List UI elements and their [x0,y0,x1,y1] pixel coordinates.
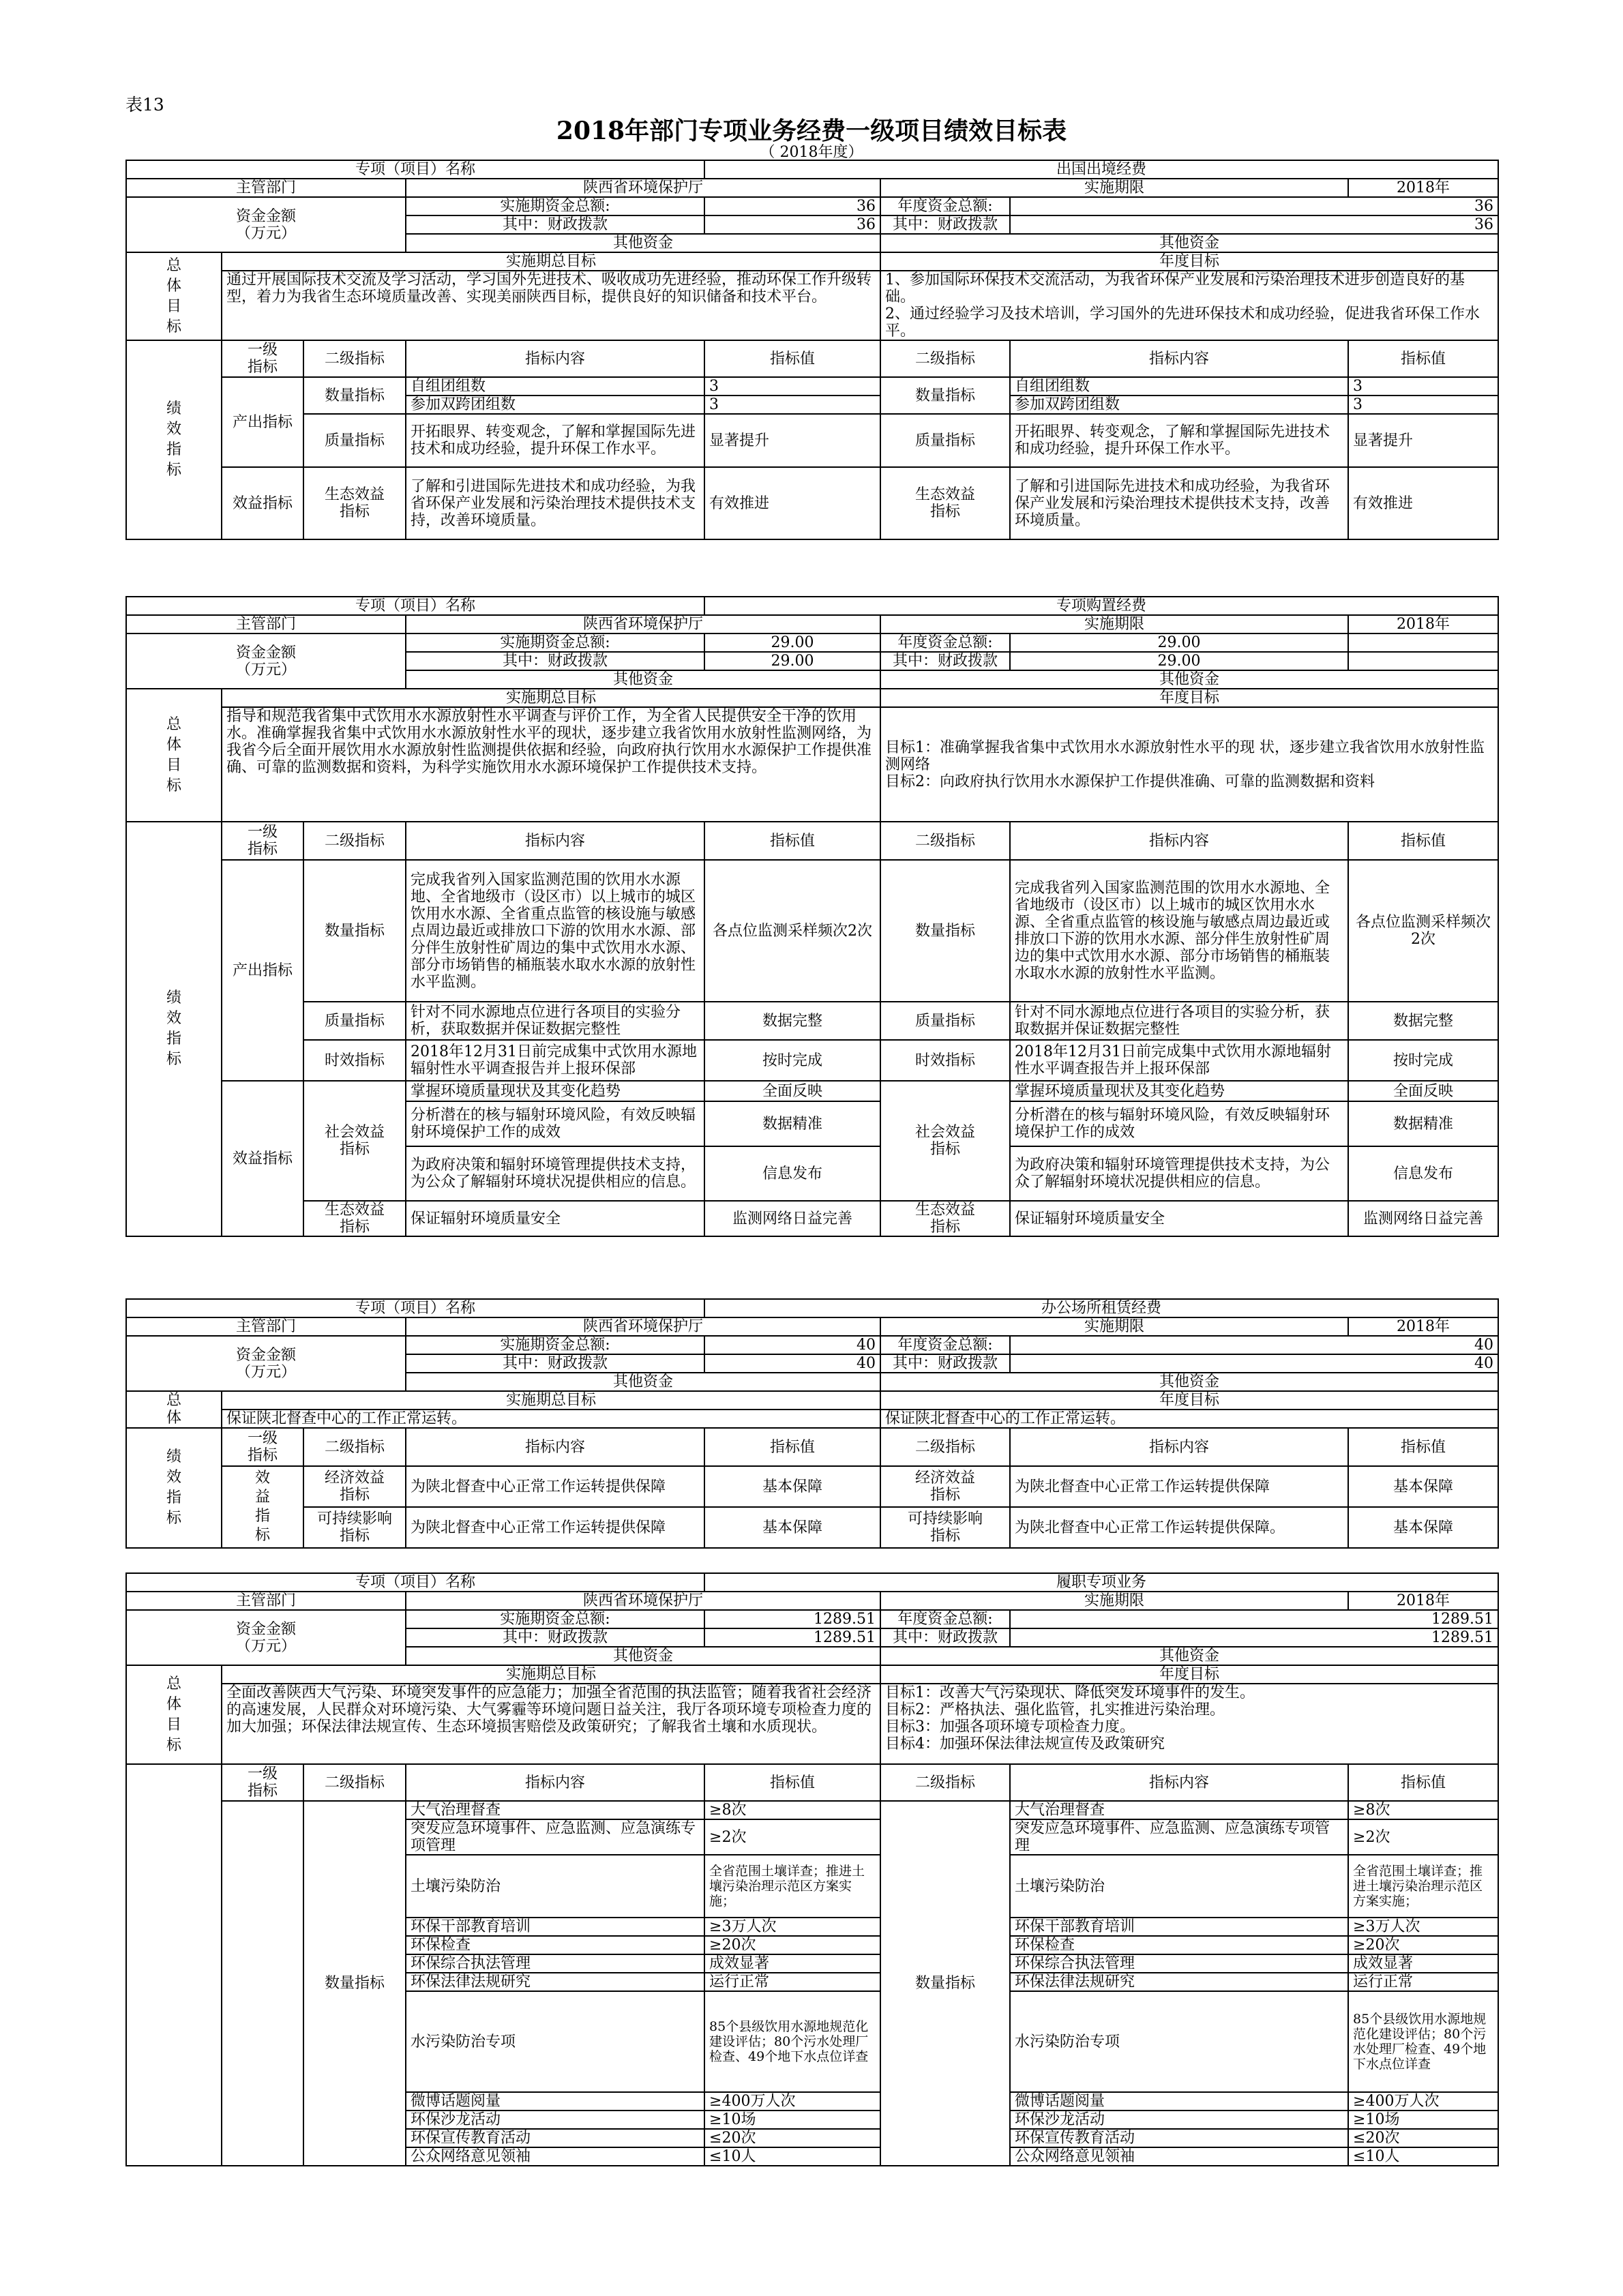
indicator-content: 参加双跨团组数 [406,396,704,414]
content-header: 指标内容 [406,822,704,860]
sustain-label: 可持续影响 指标 [303,1507,406,1548]
indicator-value: ≤20次 [704,2129,880,2147]
indicator-content-annual: 保证辐射环境质量安全 [1010,1201,1348,1236]
period-label: 实施期限 [880,179,1348,197]
indicator-content-annual: 水污染防治专项 [1010,1991,1348,2092]
period-label: 实施期限 [880,1592,1348,1610]
project-name-label: 专项（项目）名称 [126,160,704,179]
department-value: 陕西省环境保护厅 [406,615,880,633]
fiscal-period-value: 1289.51 [704,1628,880,1647]
period-value: 2018年 [1348,179,1498,197]
quality-indicator-label: 质量指标 [303,1002,406,1040]
total-period-value: 36 [704,197,880,215]
level1-header: 一级 指标 [222,822,303,860]
overall-goal-label: 总 体 目 标 [126,689,222,822]
fiscal-annual-value: 29.00 [1010,652,1348,670]
indicator-value-annual: 有效推进 [1348,467,1498,539]
level1-header: 一级 指标 [222,340,303,377]
department-value: 陕西省环境保护厅 [406,1592,880,1610]
value-header: 指标值 [704,1428,880,1466]
period-value: 2018年 [1348,1317,1498,1336]
indicator-value-annual: ≥2次 [1348,1819,1498,1855]
value-header: 指标值 [704,822,880,860]
indicator-value: 运行正常 [704,1973,880,1991]
performance-table-4 [125,1572,1499,2166]
indicator-value: 基本保障 [704,1466,880,1507]
level2-header-annual: 二级指标 [880,1428,1010,1466]
level1-empty [222,1801,303,2166]
annual-goal-text: 目标1：准确掌握我省集中式饮用水水源放射性水平的现 状，逐步建立我省饮用水放射性监测网络 目标2：向政府执行饮用水水源保护工作提供准确、可靠的监测数据和资料 [880,707,1498,822]
level1-header: 一级 指标 [222,1428,303,1466]
indicator-content-annual: 参加双跨团组数 [1010,396,1348,414]
indicator-value: ≥10场 [704,2111,880,2129]
fiscal-annual-label: 其中：财政拨款 [880,1628,1010,1647]
content-header: 指标内容 [406,340,704,377]
time-indicator-label-annual: 时效指标 [880,1040,1010,1081]
indicator-value: 各点位监测采样频次2次 [704,860,880,1002]
quantity-indicator-label-annual: 数量指标 [880,860,1010,1002]
indicator-content: 环保干部教育培训 [406,1918,704,1936]
quality-indicator-label-annual: 质量指标 [880,1002,1010,1040]
eco-benefit-label: 生态效益 指标 [303,1201,406,1236]
time-indicator-label: 时效指标 [303,1040,406,1081]
document-subtitle: （ 2018年度） [760,144,863,161]
annual-total-label: 年度资金总额: [880,1336,1010,1354]
other-funds-annual-label: 其他资金 [880,1647,1498,1665]
performance-table-2 [125,596,1499,1237]
social-benefit-label: 社会效益 指标 [303,1081,406,1201]
annual-total-label: 年度资金总额: [880,1610,1010,1628]
content-header-annual: 指标内容 [1010,1764,1348,1801]
indicator-content-annual: 环保检查 [1010,1936,1348,1954]
other-funds-annual-label: 其他资金 [880,670,1498,689]
fiscal-period-value: 29.00 [704,652,880,670]
indicator-content-annual: 分析潜在的核与辐射环境风险，有效反映辐射环境保护工作的成效 [1010,1101,1348,1146]
table-number: 表13 [125,95,164,115]
eco-benefit-label: 生态效益 指标 [303,467,406,539]
value-header: 指标值 [704,340,880,377]
content-header-annual: 指标内容 [1010,1428,1348,1466]
indicator-value-annual: ≥20次 [1348,1936,1498,1954]
benefit-indicator-label: 效 益 指 标 [222,1466,303,1548]
performance-label: 绩 效 指 标 [126,340,222,539]
level1-header: 一级 指标 [222,1764,303,1801]
annual-goal-text: 保证陕北督查中心的工作正常运转。 [880,1410,1498,1428]
value-header-annual: 指标值 [1348,340,1498,377]
content-header: 指标内容 [406,1428,704,1466]
annual-goal-label: 年度目标 [880,689,1498,707]
total-period-label: 实施期资金总额: [406,1610,704,1628]
indicator-content: 开拓眼界、转变观念，了解和掌握国际先进技术和成功经验，提升环保工作水平。 [406,414,704,467]
fiscal-label: 其中：财政拨款 [406,1628,704,1647]
funds-label: 资金金额 （万元） [126,633,406,689]
level2-header: 二级指标 [303,1764,406,1801]
period-label: 实施期限 [880,615,1348,633]
level2-header-annual: 二级指标 [880,340,1010,377]
indicator-value-annual: 各点位监测采样频次2次 [1348,860,1498,1002]
indicator-value-annual: ≤10人 [1348,2147,1498,2166]
quantity-indicator-label-annual: 数量指标 [880,1801,1010,2166]
project-name-label: 专项（项目）名称 [126,1573,704,1592]
value-header-annual: 指标值 [1348,1428,1498,1466]
indicator-content-annual: 环保宣传教育活动 [1010,2129,1348,2147]
indicator-value: 全面反映 [704,1081,880,1101]
total-period-label: 实施期资金总额: [406,633,704,652]
sustain-label-annual: 可持续影响 指标 [880,1507,1010,1548]
indicator-content-annual: 公众网络意见领袖 [1010,2147,1348,2166]
indicator-value: 显著提升 [704,414,880,467]
indicator-content-annual: 针对不同水源地点位进行各项目的实验分析，获取数据并保证数据完整性 [1010,1002,1348,1040]
period-goal-text: 通过开展国际技术交流及学习活动，学习国外先进技术、吸收成功先进经验，推动环保工作升级转型，着力为我省生态环境质量改善、实现美丽陕西目标，提供良好的知识储备和技术平台。 [222,271,880,340]
funds-label: 资金金额 （万元） [126,1336,406,1391]
value-header-annual: 指标值 [1348,1764,1498,1801]
indicator-content: 为政府决策和辐射环境管理提供技术支持，为公众了解辐射环境状况提供相应的信息。 [406,1146,704,1201]
indicator-value-annual: 基本保障 [1348,1466,1498,1507]
content-header: 指标内容 [406,1764,704,1801]
indicator-content-annual: 大气治理督查 [1010,1801,1348,1819]
indicator-value: ≤10人 [704,2147,880,2166]
annual-total-value: 36 [1010,197,1498,215]
performance-label-empty [126,1764,222,2166]
benefit-indicator-label: 效益指标 [222,467,303,539]
indicator-value-annual: 3 [1348,377,1498,396]
indicator-value: 数据精准 [704,1101,880,1146]
indicator-content: 了解和引进国际先进技术和成功经验，为我省环保产业发展和污染治理技术提供技术支持，改善环境质量。 [406,467,704,539]
annual-total-value: 40 [1010,1336,1498,1354]
overall-goal-label: 总 体 目 标 [126,1665,222,1764]
indicator-content-annual: 环保沙龙活动 [1010,2111,1348,2129]
indicator-content-annual: 为陕北督查中心正常工作运转提供保障 [1010,1466,1348,1507]
indicator-content-annual: 环保综合执法管理 [1010,1954,1348,1973]
indicator-value-annual: 成效显著 [1348,1954,1498,1973]
indicator-content: 2018年12月31日前完成集中式饮用水源地辐射性水平调查报告并上报环保部 [406,1040,704,1081]
department-label: 主管部门 [126,615,406,633]
value-header: 指标值 [704,1764,880,1801]
indicator-value-annual: 全省范围土壤详查；推进土壤污染治理示范区方案实施； [1348,1855,1498,1918]
department-label: 主管部门 [126,1592,406,1610]
period-goal-label: 实施期总目标 [222,689,880,707]
indicator-value-annual: 按时完成 [1348,1040,1498,1081]
department-value: 陕西省环境保护厅 [406,1317,880,1336]
indicator-content: 环保法律法规研究 [406,1973,704,1991]
period-value: 2018年 [1348,615,1498,633]
period-goal-label: 实施期总目标 [222,1665,880,1684]
indicator-value: 监测网络日益完善 [704,1201,880,1236]
indicator-value-annual: 显著提升 [1348,414,1498,467]
indicator-content: 针对不同水源地点位进行各项目的实验分析，获取数据并保证数据完整性 [406,1002,704,1040]
level2-header-annual: 二级指标 [880,822,1010,860]
other-funds-label: 其他资金 [406,670,880,689]
indicator-value-annual: ≥400万人次 [1348,2092,1498,2111]
period-goal-text: 全面改善陕西大气污染、环境突发事件的应急能力；加强全省范围的执法监管；随着我省社会经济的高速发展，人民群众对环境污染、大气雾霾等环境问题日益关注，我厅各项环境专项检查力度的加大加强；环保法律法规宣传、生态环境损害赔偿及政策研究；了解我省土壤和水质现状。 [222,1684,880,1764]
other-funds-annual-label: 其他资金 [880,1373,1498,1391]
fiscal-annual-label: 其中：财政拨款 [880,215,1010,234]
level2-header: 二级指标 [303,1428,406,1466]
indicator-content-annual: 开拓眼界、转变观念，了解和掌握国际先进技术和成功经验，提升环保工作水平。 [1010,414,1348,467]
indicator-content: 掌握环境质量现状及其变化趋势 [406,1081,704,1101]
other-funds-label: 其他资金 [406,234,880,252]
annual-goal-text: 1、参加国际环保技术交流活动，为我省环保产业发展和污染治理技术进步创造良好的基础。 2、通过经验学习及技术培训，学习国外的先进环保技术和成功经验，促进我省环保工作水平。 [880,271,1498,340]
project-name-label: 专项（项目）名称 [126,597,704,615]
project-name-value: 履职专项业务 [704,1573,1498,1592]
indicator-content: 自组团组数 [406,377,704,396]
annual-goal-label: 年度目标 [880,1391,1498,1410]
indicator-content: 完成我省列入国家监测范围的饮用水水源地、全省地级市（设区市）以上城市的城区饮用水水源、全省重点监管的核设施与敏感点周边最近或排放口下游的饮用水水源、部分伴生放射性矿周边的集中式饮用水水源、部分市场销售的桶瓶装水取水水源的放射性水平监测。 [406,860,704,1002]
total-period-value: 40 [704,1336,880,1354]
annual-goal-label: 年度目标 [880,252,1498,271]
performance-table-3 [125,1298,1499,1549]
fiscal-label: 其中：财政拨款 [406,1354,704,1373]
indicator-content: 环保沙龙活动 [406,2111,704,2129]
quantity-indicator-label-annual: 数量指标 [880,377,1010,414]
project-name-label: 专项（项目）名称 [126,1299,704,1317]
indicator-value: 成效显著 [704,1954,880,1973]
indicator-value: 有效推进 [704,467,880,539]
indicator-content-annual: 了解和引进国际先进技术和成功经验，为我省环保产业发展和污染治理技术提供技术支持，改善环境质量。 [1010,467,1348,539]
indicator-value: 按时完成 [704,1040,880,1081]
indicator-value: 全省范围土壤详查；推进土壤污染治理示范区方案实施； [704,1855,880,1918]
funds-label: 资金金额 （万元） [126,1610,406,1665]
annual-total-value: 1289.51 [1010,1610,1498,1628]
output-indicator-label: 产出指标 [222,377,303,467]
indicator-value-annual: 数据完整 [1348,1002,1498,1040]
department-label: 主管部门 [126,179,406,197]
indicator-value-annual: ≤20次 [1348,2129,1498,2147]
quantity-indicator-label: 数量指标 [303,377,406,414]
value-header-annual: 指标值 [1348,822,1498,860]
period-goal-label: 实施期总目标 [222,1391,880,1410]
indicator-content: 水污染防治专项 [406,1991,704,2092]
department-label: 主管部门 [126,1317,406,1336]
period-goal-text: 指导和规范我省集中式饮用水水源放射性水平调查与评价工作，为全省人民提供安全干净的饮用水。准确掌握我省集中式饮用水水源放射性水平的现状，逐步建立我省饮用水放射性监测网络，为我省今后全面开展饮用水水源放射性监测提供依据和经验，向政府执行饮用水水源保护工作提供准确、可靠的监测数据和资料，为科学实施饮用水水源环境保护工作提供技术支持。 [222,707,880,822]
fiscal-annual-value: 36 [1010,215,1498,234]
indicator-value-annual: 信息发布 [1348,1146,1498,1201]
indicator-value: ≥400万人次 [704,2092,880,2111]
period-goal-label: 实施期总目标 [222,252,880,271]
benefit-indicator-label: 效益指标 [222,1081,303,1236]
department-value: 陕西省环境保护厅 [406,179,880,197]
indicator-content-annual: 环保法律法规研究 [1010,1973,1348,1991]
indicator-content: 环保宣传教育活动 [406,2129,704,2147]
output-indicator-label: 产出指标 [222,860,303,1081]
annual-goal-label: 年度目标 [880,1665,1498,1684]
indicator-value: 3 [704,396,880,414]
indicator-content-annual: 2018年12月31日前完成集中式饮用水源地辐射性水平调查报告并上报环保部 [1010,1040,1348,1081]
indicator-value-annual: 运行正常 [1348,1973,1498,1991]
fiscal-period-value: 40 [704,1354,880,1373]
indicator-value: 信息发布 [704,1146,880,1201]
total-period-value: 29.00 [704,633,880,652]
other-funds-label: 其他资金 [406,1647,880,1665]
indicator-value: 85个县级饮用水源地规范化建设评估；80个污水处理厂检查、49个地下水点位详查 [704,1991,880,2092]
indicator-value: 3 [704,377,880,396]
indicator-content: 为陕北督查中心正常工作运转提供保障 [406,1507,704,1548]
project-name-value: 专项购置经费 [704,597,1498,615]
annual-total-label: 年度资金总额: [880,633,1010,652]
indicator-value: ≥3万人次 [704,1918,880,1936]
fiscal-period-value: 36 [704,215,880,234]
indicator-content-annual: 掌握环境质量现状及其变化趋势 [1010,1081,1348,1101]
indicator-content: 微博话题阅量 [406,2092,704,2111]
annual-total-label: 年度资金总额: [880,197,1010,215]
level2-header: 二级指标 [303,340,406,377]
period-label: 实施期限 [880,1317,1348,1336]
quality-indicator-label-annual: 质量指标 [880,414,1010,467]
indicator-content-annual: 完成我省列入国家监测范围的饮用水水源地、全省地级市（设区市）以上城市的城区饮用水水源、全省重点监管的核设施与敏感点周边最近或排放口下游的饮用水水源、部分伴生放射性矿周边的集中式饮用水水源、部分市场销售的桶瓶装水取水水源的放射性水平监测。 [1010,860,1348,1002]
other-funds-annual-label: 其他资金 [880,234,1498,252]
econ-benefit-label-annual: 经济效益 指标 [880,1466,1010,1507]
indicator-content: 公众网络意见领袖 [406,2147,704,2166]
eco-benefit-label-annual: 生态效益 指标 [880,467,1010,539]
indicator-content-annual: 自组团组数 [1010,377,1348,396]
period-value: 2018年 [1348,1592,1498,1610]
overall-goal-label: 总 体 [126,1391,222,1428]
performance-label: 绩 效 指 标 [126,1428,222,1548]
annual-goal-text: 目标1：改善大气污染现状、降低突发环境事件的发生。 目标2：严格执法、强化监管，扎实推进污染治理。 目标3：加强各项环境专项检查力度。 目标4：加强环保法律法规宣传及政策研究 [880,1684,1498,1764]
indicator-content: 为陕北督查中心正常工作运转提供保障 [406,1466,704,1507]
fiscal-label: 其中：财政拨款 [406,652,704,670]
indicator-value-annual: 3 [1348,396,1498,414]
econ-benefit-label: 经济效益 指标 [303,1466,406,1507]
indicator-content-annual: 为陕北督查中心正常工作运转提供保障。 [1010,1507,1348,1548]
content-header-annual: 指标内容 [1010,822,1348,860]
quantity-indicator-label: 数量指标 [303,1801,406,2166]
content-header-annual: 指标内容 [1010,340,1348,377]
social-benefit-label-annual: 社会效益 指标 [880,1081,1010,1201]
total-period-value: 1289.51 [704,1610,880,1628]
funds-label: 资金金额 （万元） [126,197,406,252]
indicator-value: 数据完整 [704,1002,880,1040]
level2-header: 二级指标 [303,822,406,860]
annual-total-value: 29.00 [1010,633,1348,652]
period-goal-text: 保证陕北督查中心的工作正常运转。 [222,1410,880,1428]
project-name-value: 办公场所租赁经费 [704,1299,1498,1317]
fiscal-annual-label: 其中：财政拨款 [880,1354,1010,1373]
performance-label: 绩 效 指 标 [126,822,222,1236]
indicator-value-annual: ≥10场 [1348,2111,1498,2129]
fiscal-annual-label: 其中：财政拨款 [880,652,1010,670]
quality-indicator-label: 质量指标 [303,414,406,467]
overall-goal-label: 总 体 目 标 [126,252,222,340]
indicator-content-annual: 土壤污染防治 [1010,1855,1348,1918]
indicator-value-annual: 全面反映 [1348,1081,1498,1101]
indicator-value: ≥20次 [704,1936,880,1954]
fiscal-label: 其中：财政拨款 [406,215,704,234]
indicator-content-annual: 突发应急环境事件、应急监测、应急演练专项管理 [1010,1819,1348,1855]
indicator-value-annual: ≥3万人次 [1348,1918,1498,1936]
total-period-label: 实施期资金总额: [406,197,704,215]
level2-header-annual: 二级指标 [880,1764,1010,1801]
indicator-value-annual: 基本保障 [1348,1507,1498,1548]
indicator-value-annual: 监测网络日益完善 [1348,1201,1498,1236]
indicator-content: 保证辐射环境质量安全 [406,1201,704,1236]
quantity-indicator-label: 数量指标 [303,860,406,1002]
indicator-content-annual: 微博话题阅量 [1010,2092,1348,2111]
indicator-content-annual: 环保干部教育培训 [1010,1918,1348,1936]
indicator-content: 环保综合执法管理 [406,1954,704,1973]
indicator-value: 基本保障 [704,1507,880,1548]
document-title: 2018年部门专项业务经费一级项目绩效目标表 [556,117,1067,145]
indicator-value-annual: 数据精准 [1348,1101,1498,1146]
indicator-value-annual: ≥8次 [1348,1801,1498,1819]
fiscal-annual-value: 1289.51 [1010,1628,1498,1647]
project-name-value: 出国出境经费 [704,160,1498,179]
indicator-content: 突发应急环境事件、应急监测、应急演练专项管理 [406,1819,704,1855]
indicator-value: ≥8次 [704,1801,880,1819]
eco-benefit-label-annual: 生态效益 指标 [880,1201,1010,1236]
other-funds-label: 其他资金 [406,1373,880,1391]
indicator-value: ≥2次 [704,1819,880,1855]
indicator-value-annual: 85个县级饮用水源地规范化建设评估；80个污水处理厂检查、49个地下水点位详查 [1348,1991,1498,2092]
performance-table-1 [125,160,1499,540]
fiscal-annual-value: 40 [1010,1354,1498,1373]
indicator-content-annual: 为政府决策和辐射环境管理提供技术支持，为公众了解辐射环境状况提供相应的信息。 [1010,1146,1348,1201]
indicator-content: 环保检查 [406,1936,704,1954]
indicator-content: 土壤污染防治 [406,1855,704,1918]
total-period-label: 实施期资金总额: [406,1336,704,1354]
indicator-content: 分析潜在的核与辐射环境风险，有效反映辐射环境保护工作的成效 [406,1101,704,1146]
indicator-content: 大气治理督查 [406,1801,704,1819]
